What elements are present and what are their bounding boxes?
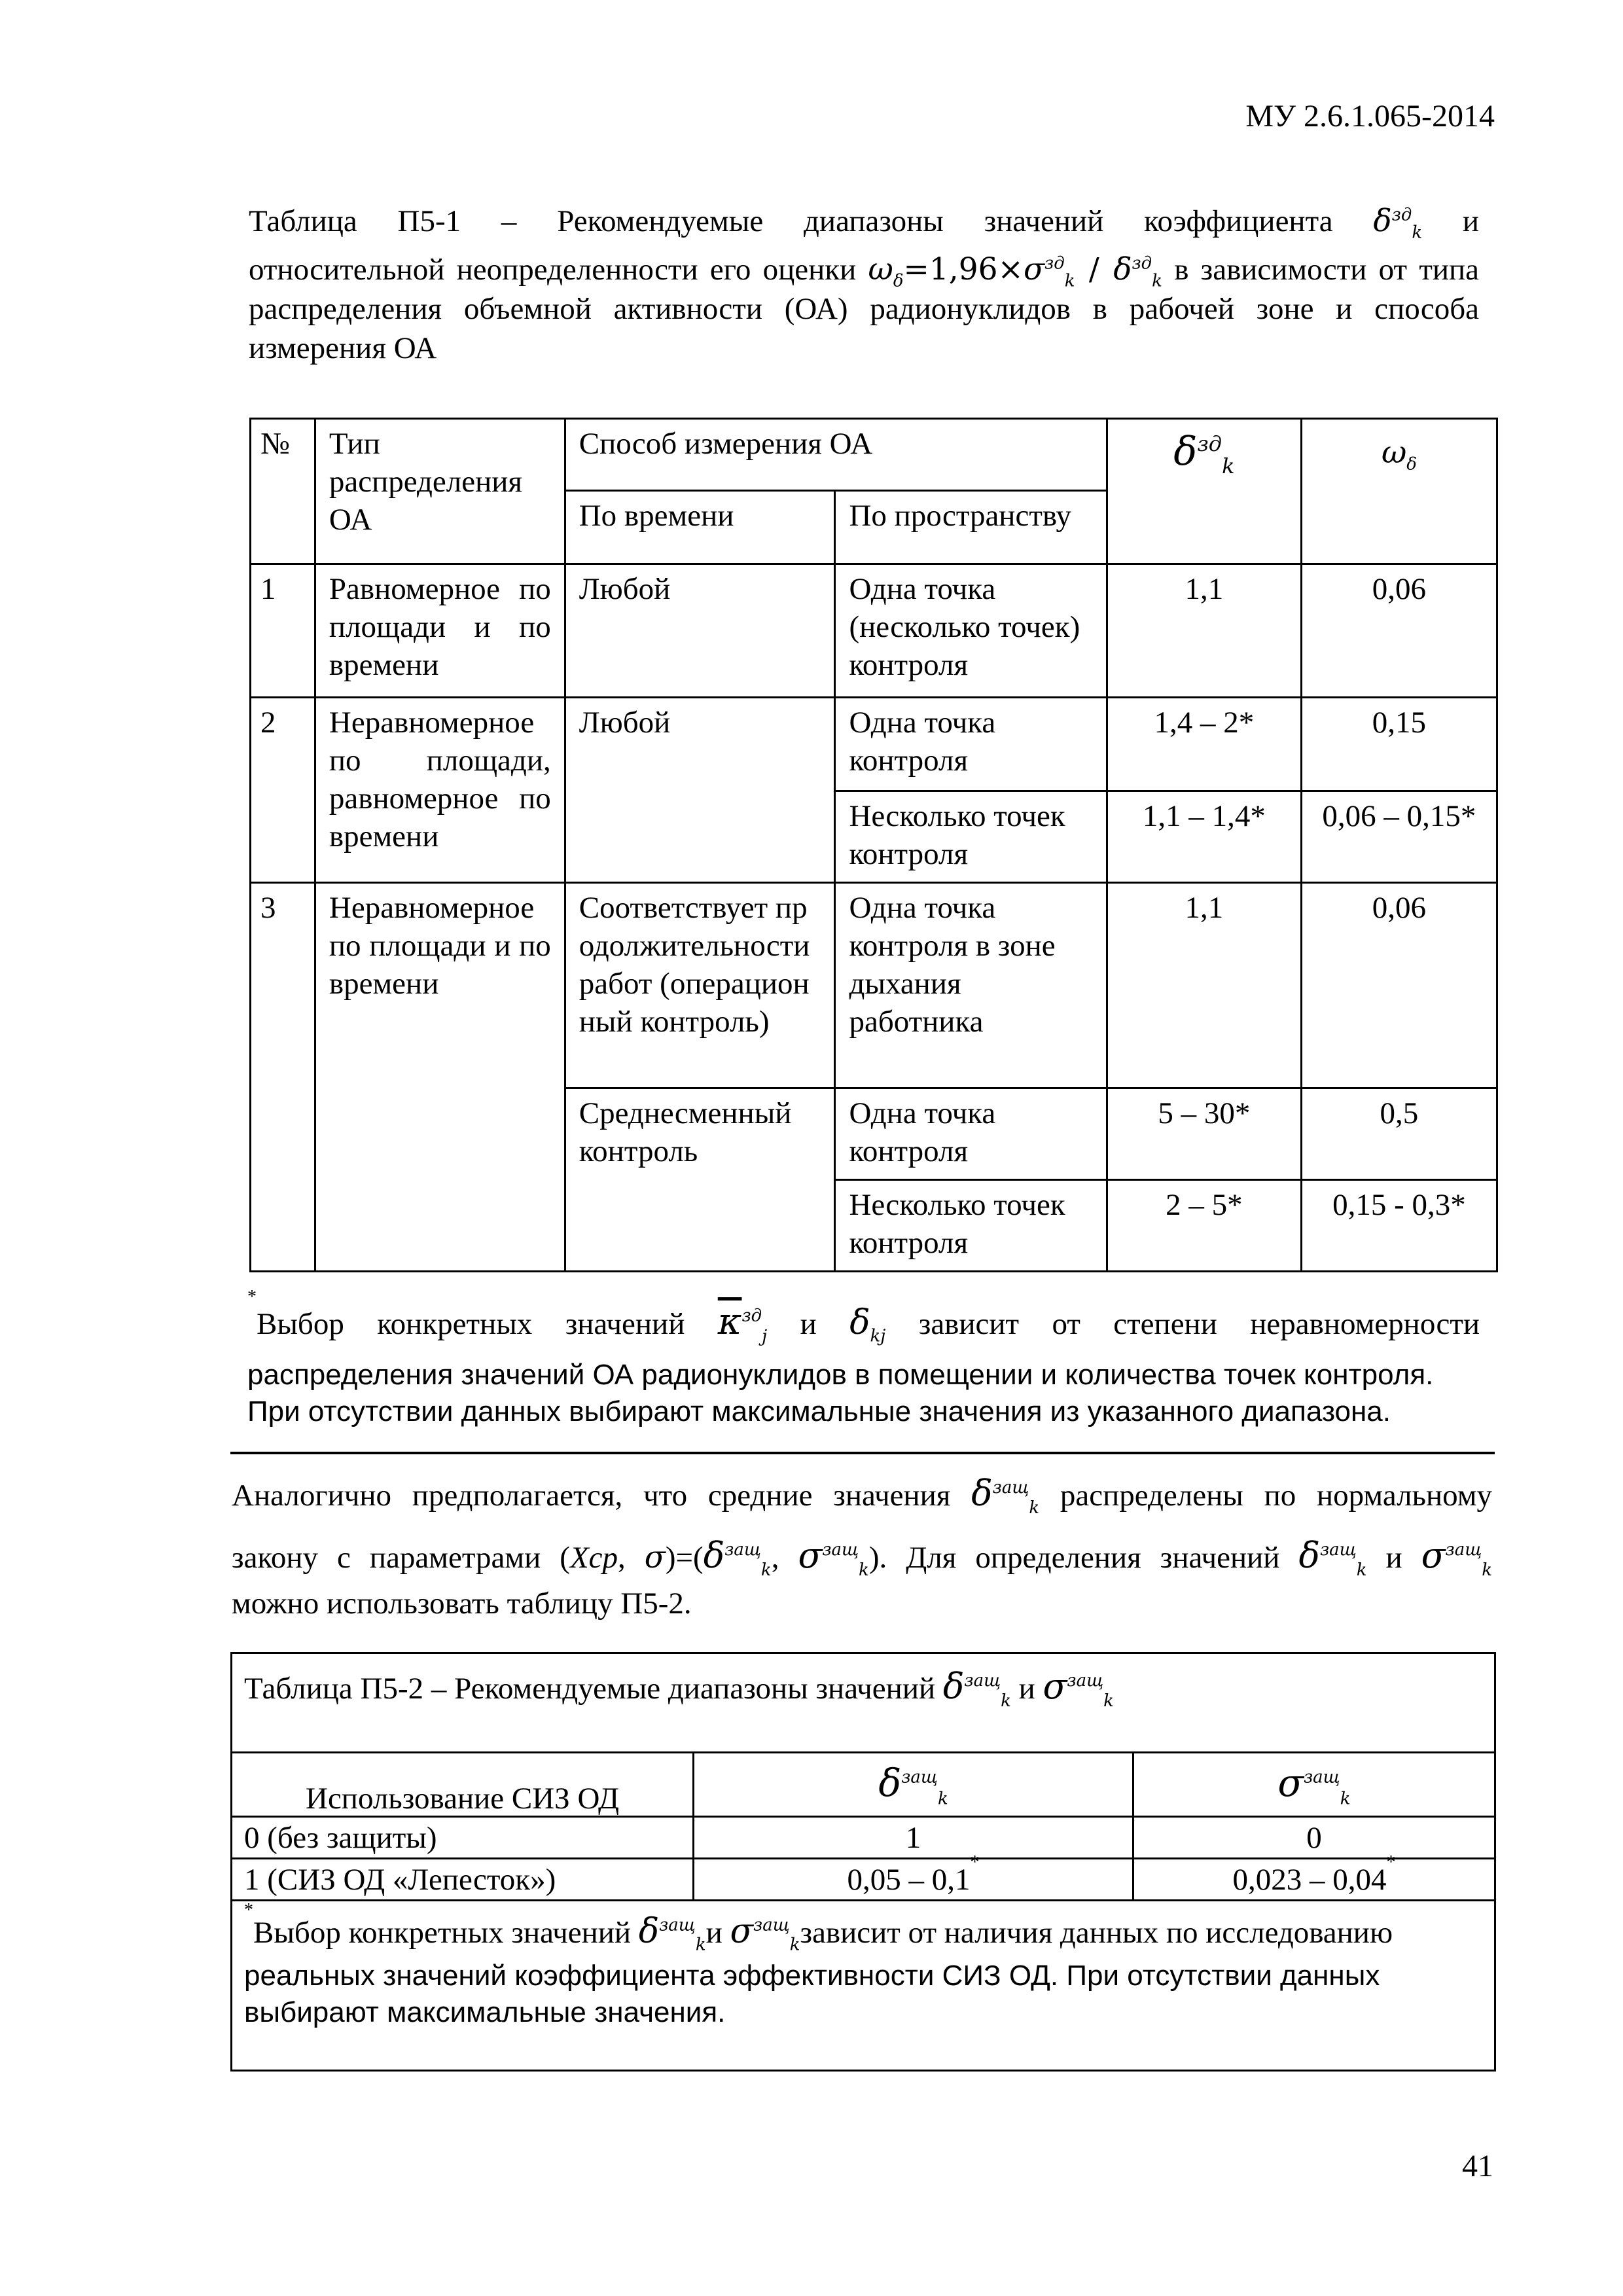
footnote-line1: *Выбор конкретных значений $\overline{\kappa}^{зд}_j$ и $\delta_{kj}$ зависит от степени неравномерности bbox=[247, 1287, 1480, 1347]
delta-k-zash-symbol: $\delta^{защ}_k$ bbox=[942, 1666, 1011, 1711]
table2-caption: Таблица П5-2 – Рекомендуемые диапазоны значений $\delta^{защ}_k$ и $\sigma^{защ}_k$ bbox=[232, 1653, 1495, 1753]
table2-header-sigma: $\sigma^{защ}_k$ bbox=[1133, 1753, 1495, 1817]
header-method: Способ измерения ОА bbox=[565, 419, 1107, 491]
kappa-j-zd-symbol: $\overline{\kappa}^{зд}_j$ bbox=[717, 1300, 768, 1347]
footnote-line3: При отсутствии данных выбирают максимальные значения из указанного диапазона. bbox=[247, 1395, 1391, 1427]
table1-footnote bbox=[247, 1287, 1480, 1430]
omega-delta-symbol: $\omega_\delta$ bbox=[1381, 435, 1417, 475]
table-row: Несколько точек контроля 1,1 – 1,4* 0,06 – 0,15* bbox=[251, 791, 1497, 883]
table1 bbox=[249, 418, 1498, 1272]
table1-caption-line1: Таблица П5-1 – Рекомендуемые диапазоны значений коэффициента $\delta^{зд}_k$ и bbox=[249, 203, 1480, 243]
table-row: Среднесменный контроль Одна точка контроля 5 – 30* 0,5 bbox=[251, 1088, 1497, 1180]
delta-kj-symbol: $\delta_{kj}$ bbox=[849, 1303, 886, 1346]
header-type: Тип распределения ОА bbox=[315, 419, 565, 564]
paragraph-line3: можно использовать таблицу П5-2. bbox=[232, 1587, 692, 1621]
omega-formula: $\omega_\delta=1,96\times\sigma^{зд}_k / \delta^{зд}_k$ bbox=[868, 251, 1162, 291]
paragraph-line1: Аналогично предполагается, что средние значения $\delta^{защ}_k$ распределены по нормальному bbox=[232, 1473, 1492, 1518]
table2-header-use: Использование СИЗ ОД bbox=[232, 1753, 694, 1817]
paragraph bbox=[232, 1469, 1492, 1623]
footnote-line2: распределения значений ОА радионуклидов в помещении и количества точек контроля. bbox=[247, 1359, 1434, 1391]
delta-k-zd-symbol: $\delta^{зд}_k$ bbox=[1173, 429, 1235, 478]
table2-header-delta: $\delta^{защ}_k$ bbox=[694, 1753, 1133, 1817]
table-row: Несколько точек контроля 2 – 5* 0,15 - 0,3* bbox=[251, 1180, 1497, 1272]
header-omega bbox=[1301, 419, 1497, 564]
section-divider bbox=[230, 1452, 1495, 1454]
delta-k-zd-symbol: $\delta^{зд}_k$ bbox=[1373, 203, 1423, 243]
table2-footnote: *Выбор конкретных значений $\delta^{защ}_kи$ $\sigma^{защ}_kзависит$ от наличия данных по исследованию реальных значений коэффициента эффективности СИЗ ОД. При отсутствии данных выбирают максимальные значения. bbox=[232, 1901, 1495, 2071]
table2 bbox=[230, 1652, 1496, 2072]
table-row: 2 Неравномерное по площади, равномерное по времени Любой Одна точка контроля 1,4 – 2* 0,15 bbox=[251, 698, 1497, 791]
header-by-space: По пространству bbox=[835, 491, 1107, 564]
header-by-time: По времени bbox=[565, 491, 835, 564]
table1-caption bbox=[249, 202, 1479, 368]
table1-caption-line2: относительной неопределенности его оценки $\omega_\delta=1,96\times\sigma^{зд}_k / \delta^{зд}_k$ в зависимости от типа bbox=[249, 251, 1480, 291]
table1-caption-line3: распределения объемной активности (ОА) радионуклидов в рабочей зоне и способа bbox=[249, 292, 1479, 326]
table1-caption-line4: измерения ОА bbox=[249, 331, 437, 365]
table-row: 1 Равномерное по площади и по времени Любой Одна точка (несколько точек) контроля 1,1 0,06 bbox=[251, 564, 1497, 698]
delta-k-zash-symbol: $\delta^{защ}_k$ bbox=[971, 1473, 1040, 1518]
paragraph-line2: законy с параметрами (Xср, $\sigma)=(\delta^{защ}_k$, $\sigma^{защ}_k$). Для определения значений $\delta^{защ}_k$ и $\sigma^{защ}_k$ bbox=[232, 1535, 1493, 1580]
page-number: 41 bbox=[1462, 2149, 1493, 2183]
table-row: 0 (без защиты) 1 0 bbox=[232, 1817, 1495, 1859]
table-row: 3 Неравномерное по площади и по времени Соответствует продолжительности работ (операционный контроль) Одна точка контроля в зоне дыхания работника 1,1 0,06 bbox=[251, 883, 1497, 1088]
table-row: 1 (СИЗ ОД «Лепесток») 0,05 – 0,1* 0,023 – 0,04* bbox=[232, 1859, 1495, 1901]
document-code: МУ 2.6.1.065-2014 bbox=[1245, 99, 1495, 134]
sigma-k-zash-symbol: $\sigma^{защ}_k$ bbox=[1043, 1666, 1114, 1711]
header-num: № bbox=[251, 419, 315, 564]
header-delta bbox=[1107, 419, 1301, 564]
